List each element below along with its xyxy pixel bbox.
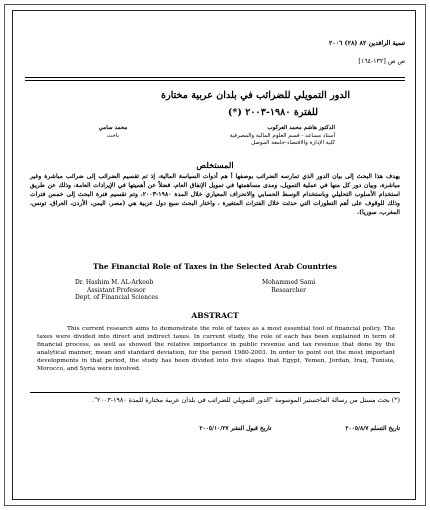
arabic-title-period: للفترة ١٩٨٠-٢٠٠٣ (*) [227,107,318,118]
page-range: ص ص [١٣٢-١٦٤] [358,58,405,65]
english-abstract-heading: ABSTRACT [191,311,239,320]
author-name: Dr. Hashim M. AL-Arkoob [75,279,154,286]
arabic-abstract-text: يهدف هذا البحث إلى بيان الدور الذي تمارسه الضرائب بوصفها أ هم أدوات السياسة المالية، إذ تم تقسيم الضرائب إلى ضرائب مباشرة وغير مباشرة، وبيان دور كل منها في عملية التمويل، ومدى مساهمتها في تمويل الإنفاق العام، فضلاً عن أهميتها في الإيرادات العامة، وذلك عن طريق استخدام الأسلوب التحليلي وباستخدام الوسط الحسابي والانحراف المعياري خلال المدة ١٩٨٠-٢٠٠٣، وتم تقسيم فترة البحث إلى خمس فترات وذلك للوقوف على أهم التطورات التي حدثت خلال الفترات المتغيرة ، واختار البحث سبع دول عربية هي (مصر، اليمن، الأردن، العراق، تونس، المغرب، سوريا). [30,173,400,217]
author-block-arabic-1 [195,125,335,148]
arabic-abstract-heading: المستخلص [196,160,234,170]
author-block-english-1 [75,279,158,302]
author-name: الدكتور هاشم محمد العركوب [267,125,335,131]
author-role: Assistant Professor [87,286,146,294]
author-block-english-2 [262,279,315,294]
header-rule [25,77,405,78]
accepted-date: تاريخ قبول النشر ٢٠٠٥/١٠/٢٧ [199,426,272,432]
footnote: (*) بحث مستل من رسالة الماجستير الموسومة "الدور التمويلي للضرائب في بلدان عربية مختارة للمدة ١٩٨٠-٢٠٠٣". [92,396,400,404]
author-role: باحث [106,132,120,139]
header-rule-thin [25,80,405,81]
footnote-rule [30,392,400,393]
journal-citation: تنمية الرافدين ٨٢ (٢٨) ٢٠٠٦ [328,40,405,47]
author-block-arabic-2 [88,125,138,140]
author-role: Researcher [271,286,306,294]
author-role: أستاذ مساعد - قسم العلوم المالية والمصرفية [229,132,335,139]
author-name: Mohammed Sami [262,279,316,286]
english-title: The Financial Role of Taxes in the Selected Arab Countries [93,262,337,271]
author-name: محمد سامي [98,125,128,131]
english-abstract-text: This current research aims to demonstrate the role of taxes as a most essential tool of financial policy. The taxes were divided into direct and indirect taxes. In current study, the role of each has been explained in term of financial process, as well as showed the relative importance in public revenue and tax revenue that done by the analytical manner, mean and standard deviation, for the period 1980-2003. In order to point out the most important developments in that period, the study has been divided into five stages that Egypt, Yemen, Jordan, Iraq, Tunisia, Morocco, and Syria were involved. [37,326,395,373]
author-affiliation: كلية الإدارة والاقتصاد-جامعة الموصل [251,140,335,147]
english-abstract [37,325,395,374]
submission-dates [199,426,400,432]
author-affiliation: Dept. of Financial Sciences [75,294,159,302]
received-date: تاريخ التسلم ٢٠٠٥/٨/٧ [345,426,400,432]
arabic-title: الدور التمويلي للضرائب في بلدان عربية مختارة [161,90,350,101]
